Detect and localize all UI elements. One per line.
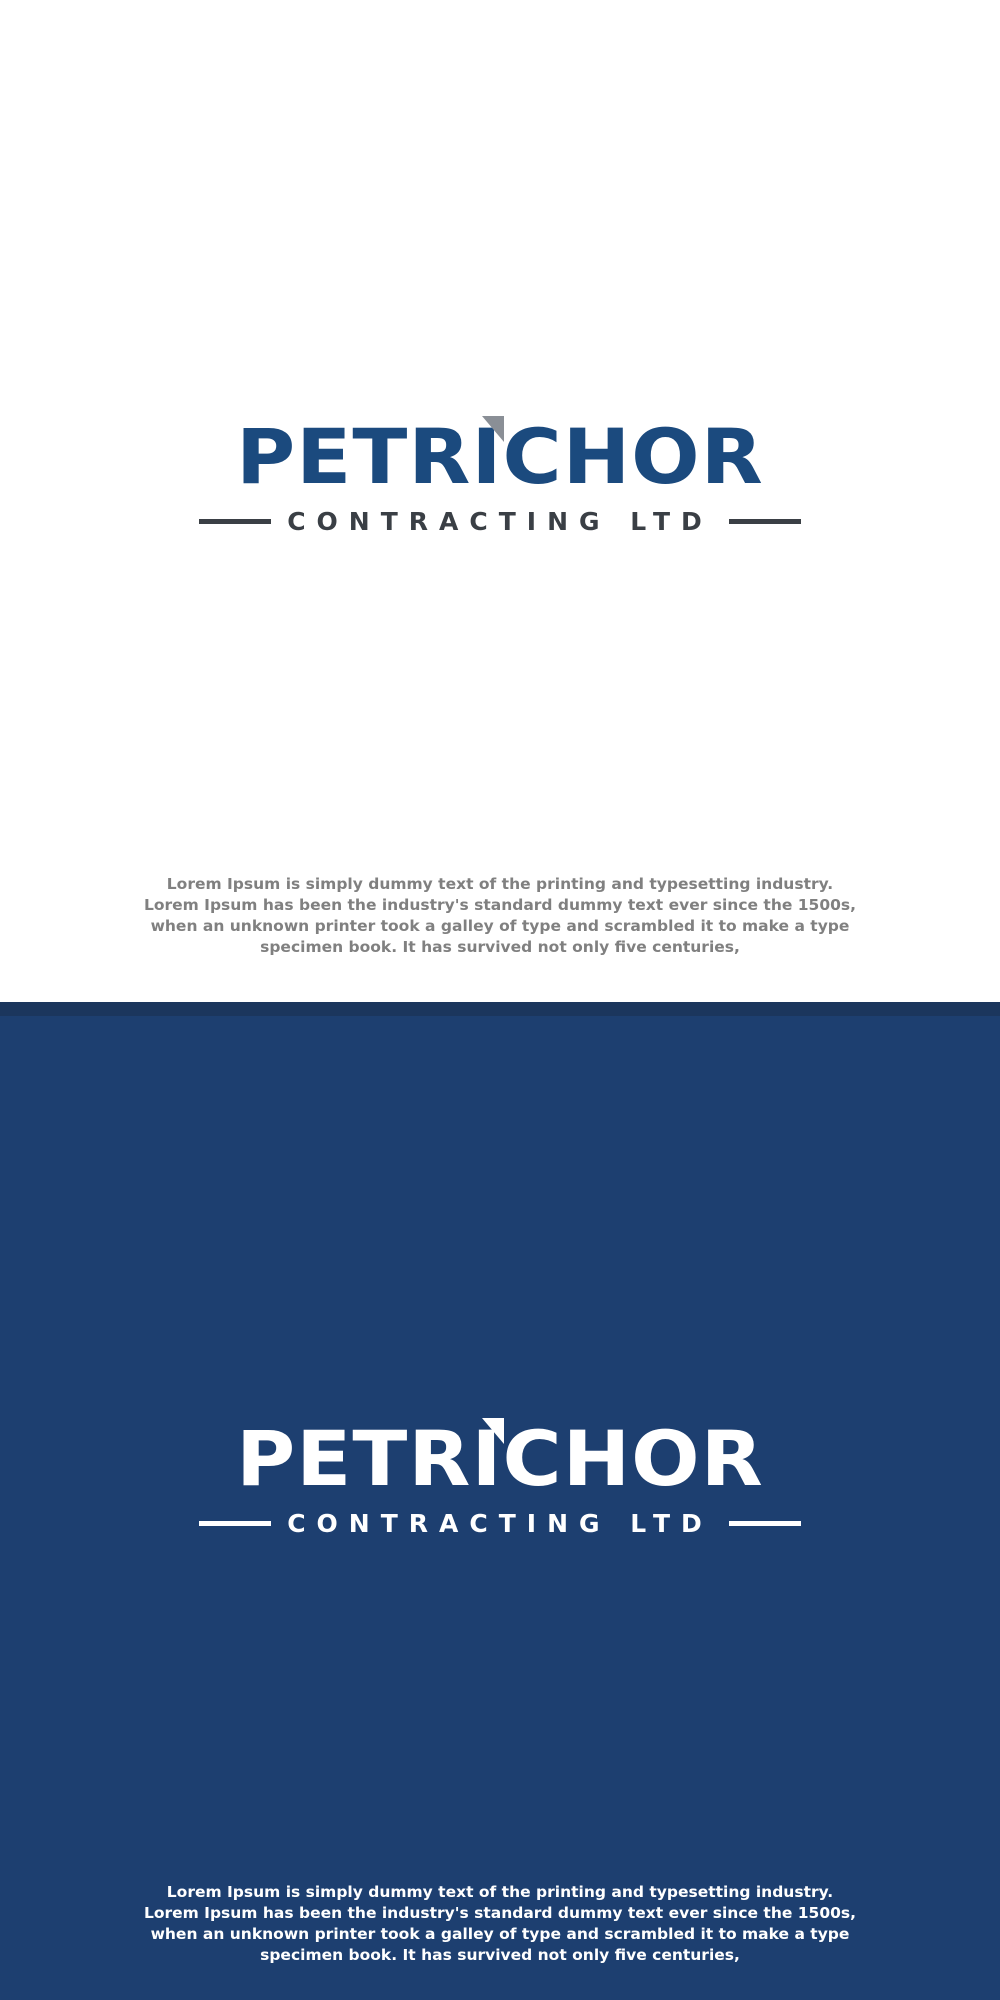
tagline-row xyxy=(170,506,830,536)
brand-wordmark: PETRICHOR xyxy=(236,412,764,501)
tagline-row-inverse xyxy=(170,1508,830,1538)
brand-tagline-inverse: CONTRACTING LTD xyxy=(287,1508,713,1538)
dark-panel-body-text: Lorem Ipsum is simply dummy text of the printing and typesetting industry. Lorem Ipsum has been the industry's standard dummy text ever since the 1500s, when an unknown printer took a galley of type and scrambled it to make a type specimen book. It has survived not only five centuries, xyxy=(143,1882,857,1964)
brand-tagline: CONTRACTING LTD xyxy=(287,506,713,536)
brand-wordmark-inverse: PETRICHOR xyxy=(236,1414,764,1503)
logo-lockup-dark xyxy=(170,1414,830,1538)
dark-panel-top-strip xyxy=(0,1002,1000,1016)
tagline-rule-right-inverse xyxy=(729,1521,801,1526)
logo-lockup-light xyxy=(170,412,830,536)
tagline-rule-left xyxy=(199,519,271,524)
tagline-rule-right xyxy=(729,519,801,524)
dark-variant-panel xyxy=(0,1002,1000,2000)
tagline-rule-left-inverse xyxy=(199,1521,271,1526)
light-panel-body-text: Lorem Ipsum is simply dummy text of the printing and typesetting industry. Lorem Ipsum has been the industry's standard dummy text ever since the 1500s, when an unknown printer took a galley of type and scrambled it to make a type specimen book. It has survived not only five centuries, xyxy=(143,874,857,956)
